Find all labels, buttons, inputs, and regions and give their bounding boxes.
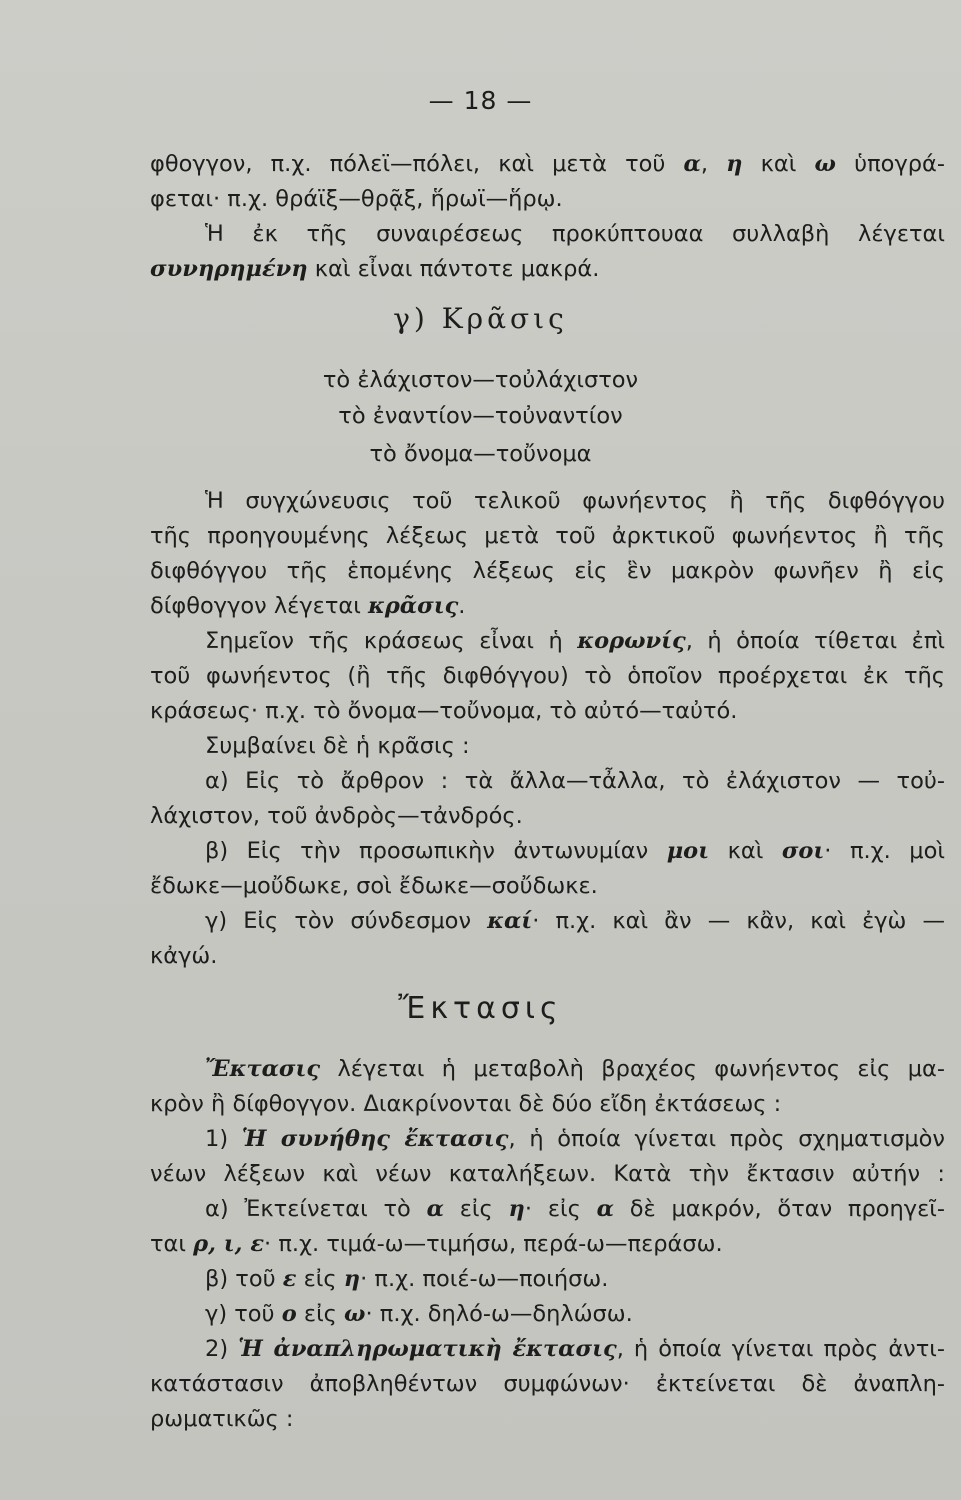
text-run: λάχιστον, τοῦ ἀνδρὸς—τἀνδρός. <box>150 803 523 829</box>
text-line <box>0 440 961 468</box>
text-run: εἰς <box>296 1266 344 1292</box>
text-line <box>205 1055 945 1083</box>
text-run: λέγεται ἡ μεταβολὴ βραχέος φωνήεντος εἰς μα- <box>320 1056 945 1082</box>
text-run: , ἡ ὁποία γίνεται πρὸς σχηματισμὸν <box>508 1126 945 1152</box>
text-run: τὸ ἐναντίον—τοὐναντίον <box>338 403 623 429</box>
text-line <box>205 1335 945 1363</box>
emphasis-text: κρᾶσις <box>367 593 459 619</box>
text-line <box>205 1300 633 1328</box>
text-run: τὸ ἐλάχιστον—τοὐλάχιστον <box>322 367 639 393</box>
text-run: φεται· π.χ. θράϊξ—θρᾷξ, ἥρωϊ—ἥρῳ. <box>150 186 563 212</box>
page-number: — 18 — <box>428 86 533 115</box>
text-line <box>205 732 470 760</box>
text-run: ὑπογρά- <box>835 151 945 177</box>
text-line <box>205 627 945 655</box>
text-run: α) Ἐκτείνεται τὸ <box>205 1196 427 1222</box>
emphasis-text: Ἡ ἀναπληρωματικὴ ἔκτασις <box>238 1336 617 1362</box>
emphasis-text: ο <box>281 1301 297 1327</box>
text-line <box>205 1265 608 1293</box>
emphasis-text: ω <box>344 1301 366 1327</box>
emphasis-text: καί <box>487 908 533 934</box>
text-line <box>150 1160 945 1188</box>
text-line <box>150 662 945 690</box>
text-line <box>150 150 945 178</box>
text-line <box>150 872 598 900</box>
text-run: Ἔκτασις <box>398 991 563 1026</box>
text-run: β) τοῦ <box>205 1266 283 1292</box>
text-run: Ἡ ἐκ τῆς συναιρέσεως προκύπτουαα συλλαβὴ λέγεται <box>205 221 945 247</box>
text-run: κρὸν ἢ δίφθογγον. Διακρίνονται δὲ δύο εἴδη ἐκτάσεως : <box>150 1091 782 1117</box>
text-line <box>150 592 465 620</box>
text-run: εἰς <box>296 1301 345 1327</box>
text-run: · εἰς <box>524 1196 597 1222</box>
emphasis-text: Ἡ συνήθης ἔκτασις <box>241 1126 509 1152</box>
text-run: β) Εἰς τὴν προσωπικὴν ἀντωνυμίαν <box>205 838 667 864</box>
text-run: τοῦ φωνήεντος (ἢ τῆς διφθόγγου) τὸ ὁποῖον προέρχεται ἐκ τῆς <box>150 663 945 689</box>
text-run: Συμβαίνει δὲ ἡ κρᾶσις : <box>205 733 470 759</box>
text-line <box>150 1405 293 1433</box>
text-run: καὶ <box>709 838 782 864</box>
text-run: διφθόγγου τῆς ἑπομένης λέξεως εἰς ἓν μακρὸν φωνῆεν ἢ εἰς <box>150 558 945 584</box>
text-run: ται <box>150 1231 194 1257</box>
emphasis-text: α <box>683 151 701 177</box>
emphasis-text: μοι <box>666 838 710 864</box>
text-line <box>205 1195 945 1223</box>
text-line <box>205 837 945 865</box>
text-line <box>0 366 961 394</box>
emphasis-text: σοι <box>781 838 825 864</box>
emphasis-text: ρ, ι, ε <box>193 1231 265 1257</box>
text-run: , <box>700 151 727 177</box>
emphasis-text: η <box>726 151 743 177</box>
text-run: , ἡ ὁποία γίνεται πρὸς ἀντι- <box>616 1336 946 1362</box>
text-line <box>150 942 217 970</box>
text-line <box>150 1370 945 1398</box>
text-run: γ) τοῦ <box>205 1301 282 1327</box>
text-run: δίφθογγον λέγεται <box>150 593 368 619</box>
text-run: κατάστασιν ἀποβληθέντων συμφώνων· ἐκτείνεται δὲ ἀναπλη- <box>150 1371 945 1397</box>
text-run: Σημεῖον τῆς κράσεως εἶναι ἡ <box>205 628 578 654</box>
text-line <box>205 487 945 515</box>
text-run: γ) Εἰς τὸν σύνδεσμον <box>205 908 488 934</box>
text-run: νέων λέξεων καὶ νέων καταλήξεων. Κατὰ τὴν ἔκτασιν αὐτήν : <box>150 1161 945 1187</box>
text-run: καὶ <box>742 151 815 177</box>
text-run: 1) <box>205 1126 242 1152</box>
emphasis-text: ω <box>814 151 836 177</box>
text-run: · π.χ. μοὶ <box>824 838 945 864</box>
text-line <box>150 1090 781 1118</box>
text-line <box>0 991 961 1026</box>
text-run: φθογγον, π.χ. πόλεϊ—πόλει, καὶ μετὰ τοῦ <box>150 151 684 177</box>
emphasis-text: η <box>508 1196 525 1222</box>
text-run: · π.χ. δηλό-ω—δηλώσω. <box>365 1301 633 1327</box>
text-run: α) Εἰς τὸ ἄρθρον : τὰ ἄλλα—τἆλλα, τὸ ἐλάχιστον — τοὐ- <box>205 768 945 794</box>
text-line <box>205 767 945 795</box>
text-run: Ἡ συγχώνευσις τοῦ τελικοῦ φωνήεντος ἢ τῆς διφθόγγου <box>205 488 945 514</box>
text-line <box>150 185 563 213</box>
text-line <box>0 402 961 430</box>
text-run: τῆς προηγουμένης λέξεως μετὰ τοῦ ἀρκτικοῦ φωνήεντος ἢ τῆς <box>150 523 945 549</box>
text-line <box>150 557 945 585</box>
text-run: δὲ μακρόν, ὅταν προηγεῖ- <box>613 1196 945 1222</box>
text-line <box>150 1230 723 1258</box>
emphasis-text: η <box>343 1266 361 1292</box>
text-run: . <box>458 593 466 619</box>
text-line <box>150 697 737 725</box>
text-run: ρωματικῶς : <box>150 1406 294 1432</box>
text-line <box>205 907 945 935</box>
text-run: τὸ ὄνομα—τοὔνομα <box>369 441 592 467</box>
text-run: εἰς <box>443 1196 509 1222</box>
text-run: ἔδωκε—μοὔδωκε, σοὶ ἔδωκε—σοὔδωκε. <box>150 873 598 899</box>
text-run: , ἡ ὁποία τίθεται ἐπὶ <box>685 628 945 654</box>
text-run: κἀγώ. <box>150 943 218 969</box>
text-line <box>150 522 945 550</box>
text-run: καὶ εἶναι πάντοτε μακρά. <box>307 256 600 282</box>
emphasis-text: α <box>426 1196 444 1222</box>
text-line <box>205 1125 945 1153</box>
text-run: · π.χ. καὶ ἂν — κἂν, καὶ ἐγὼ — <box>532 908 945 934</box>
text-line <box>0 302 961 335</box>
text-run: γ) Κρᾶσις <box>393 302 568 335</box>
emphasis-text: Ἔκτασις <box>205 1056 321 1082</box>
emphasis-text: ε <box>282 1266 297 1292</box>
text-line <box>150 255 599 283</box>
text-run: κράσεως· π.χ. τὸ ὄνομα—τοὔνομα, τὸ αὐτό—ταὐτό. <box>150 698 738 724</box>
emphasis-text: κορωνίς <box>577 628 686 654</box>
text-line <box>205 220 945 248</box>
text-line <box>150 802 523 830</box>
text-run: 2) <box>205 1336 239 1362</box>
emphasis-text: συνηρημένη <box>150 256 308 282</box>
text-run: · π.χ. τιμά-ω—τιμήσω, περά-ω—περάσω. <box>264 1231 723 1257</box>
text-run: · π.χ. ποιέ-ω—ποιήσω. <box>360 1266 609 1292</box>
emphasis-text: α <box>596 1196 614 1222</box>
